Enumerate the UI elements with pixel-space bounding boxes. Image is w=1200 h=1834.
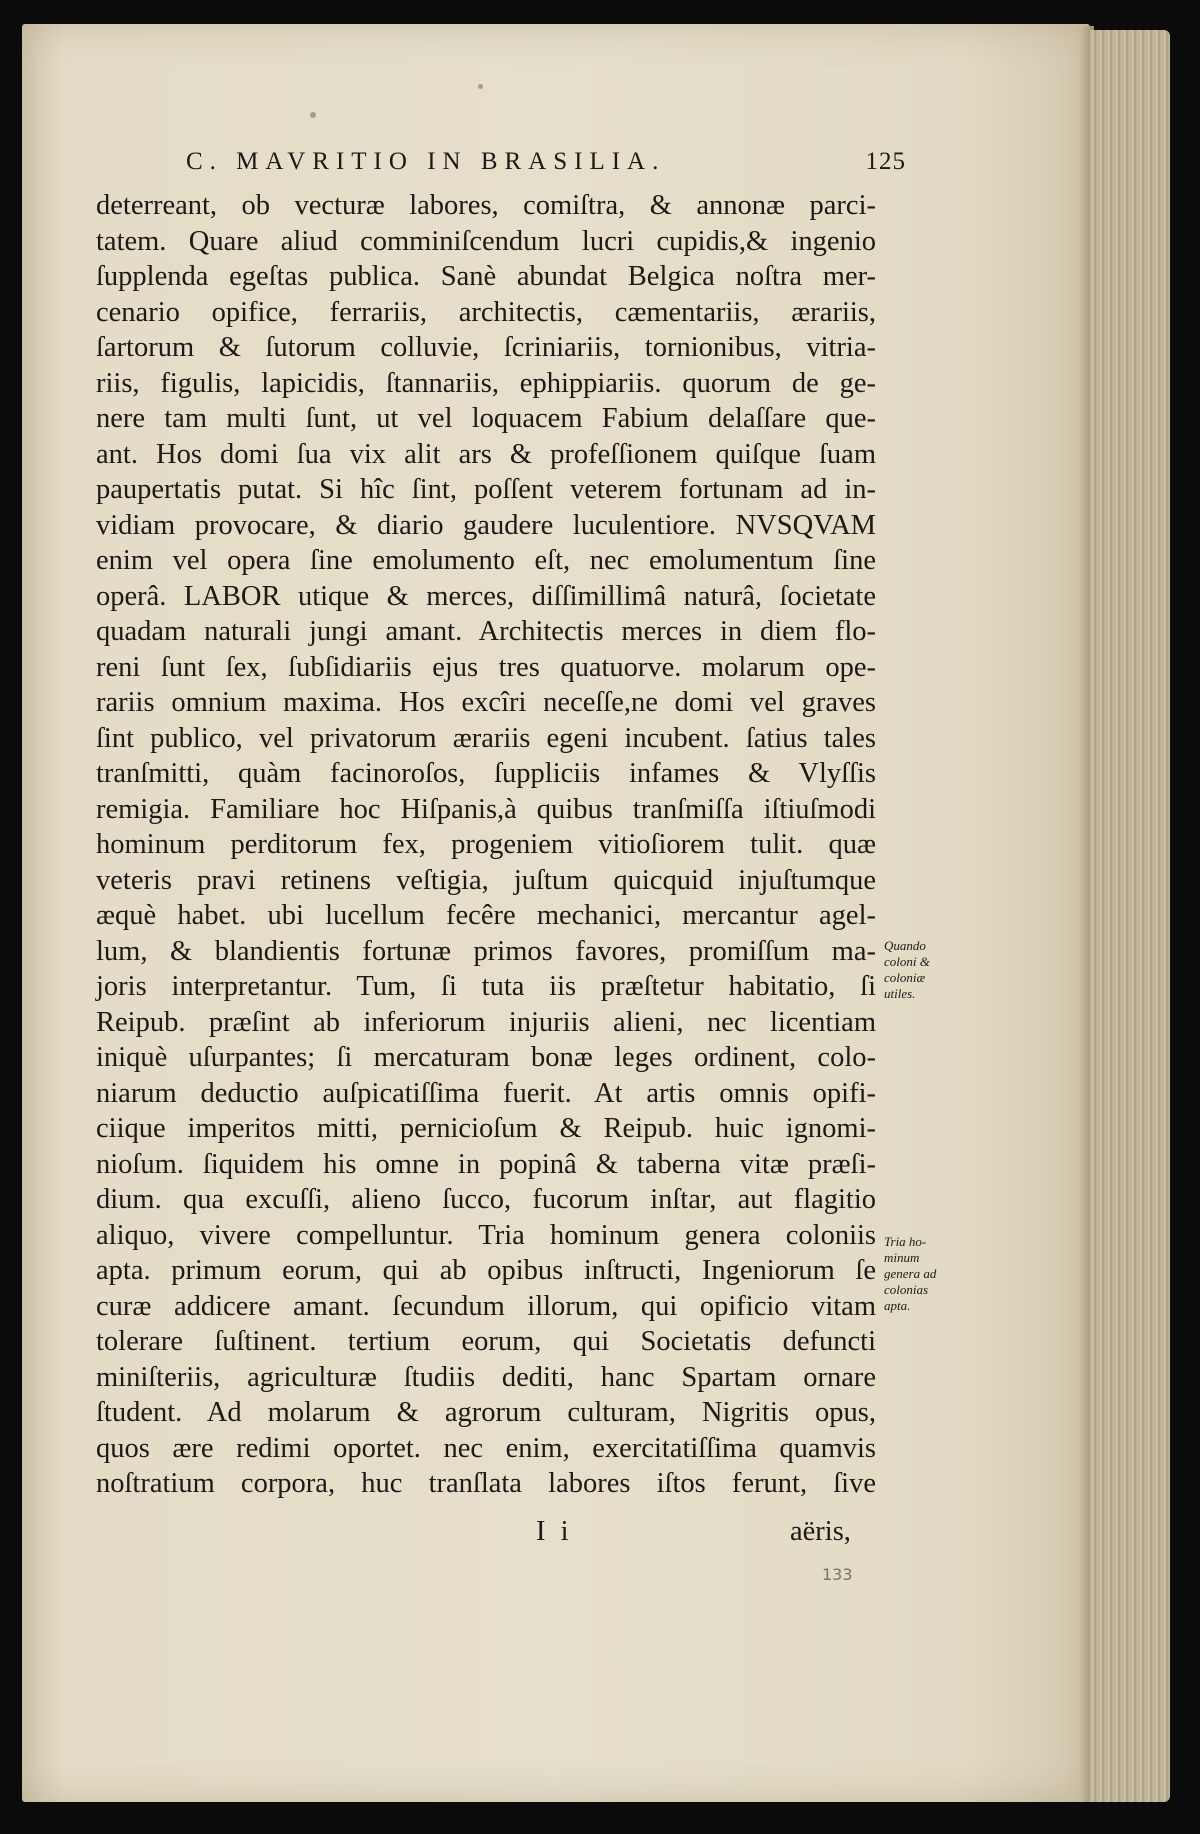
text-line: enim vel opera ſine emolumento eſt, nec emolumentum ſine: [96, 545, 876, 576]
text-line: veteris pravi retinens veſtigia, juſtum quicquid injuſtumque: [96, 864, 876, 896]
margin-note-line: coloniæ: [884, 970, 926, 985]
text-line: ſtudent. Ad molarum & agrorum culturam, Nigritis opus,: [96, 1397, 876, 1428]
text-line: operâ. LABOR utique & merces, diſſimillimâ naturâ, ſocietate: [96, 580, 876, 612]
text-line: tolerare ſuſtinent. tertium eorum, qui Societatis defuncti: [96, 1326, 876, 1357]
text-line: deterreant, ob vecturæ labores, comiſtra, & annonæ parci-: [96, 190, 876, 221]
margin-note-line: Tria ho-: [884, 1234, 927, 1249]
text-line: noſtratium corpora, huc tranſlata labores iſtos ferunt, ſive: [96, 1468, 876, 1499]
body-text: [96, 188, 876, 1502]
text-line: ſint publico, vel privatorum ærariis egeni incubent. ſatius tales: [96, 722, 876, 754]
text-line: ſupplenda egeſtas publica. Sanè abundat Belgica noſtra mer-: [96, 261, 876, 292]
text-line: dium. qua excuſſi, alieno ſucco, fucorum inſtar, aut flagitio: [96, 1184, 876, 1215]
text-line: lum, & blandientis fortunæ primos favores, promiſſum ma-: [96, 935, 876, 967]
text-line: niarum deductio auſpicatiſſima fuerit. At artis omnis opifi-: [96, 1077, 876, 1109]
text-line: cenario opifice, ferrariis, architectis, cæmentariis, ærariis,: [96, 296, 876, 328]
paper-speck: [478, 84, 483, 89]
margin-note-line: colonias: [884, 1282, 929, 1297]
margin-note-line: genera ad: [884, 1266, 937, 1281]
text-line: reni ſunt ſex, ſubſidiariis ejus tres quatuorve. molarum ope-: [96, 651, 876, 683]
text-line: hominum perditorum fex, progeniem vitioſiorem tulit. quæ: [96, 829, 876, 860]
text-line: Reipub. præſint ab inferiorum injuriis alieni, nec licentiam: [96, 1006, 876, 1038]
text-line: æquè habet. ubi lucellum fecêre mechanici, mercantur agel-: [96, 900, 876, 931]
signature-mark: I i: [536, 1516, 573, 1547]
pencil-folio-note: 133: [822, 1565, 853, 1584]
text-line: rariis omnium maxima. Hos excîri neceſſe,ne domi vel graves: [96, 687, 876, 718]
text-line: tranſmitti, quàm facinoroſos, ſuppliciis infames & Vlyſſis: [96, 758, 876, 789]
text-line: quadam naturali jungi amant. Architectis merces in diem flo-: [96, 616, 876, 647]
text-line: ſartorum & ſutorum colluvie, ſcriniariis, tornionibus, vitria-: [96, 332, 876, 363]
text-line: miniſteriis, agriculturæ ſtudiis dediti, hanc Spartam ornare: [96, 1361, 876, 1393]
text-line: vidiam provocare, & diario gaudere luculentiore. NVSQVAM: [96, 509, 876, 541]
text-line: iniquè uſurpantes; ſi mercaturam bonæ leges ordinent, colo-: [96, 1042, 876, 1073]
margin-note-coloni: [884, 938, 954, 1002]
margin-note-line: Quando: [884, 938, 926, 953]
margin-note-line: utiles.: [884, 986, 916, 1001]
text-line: ant. Hos domi ſua vix alit ars & profeſſionem quiſque ſuam: [96, 438, 876, 470]
page-stack-edges: [1090, 30, 1170, 1802]
text-line: curæ addicere amant. ſecundum illorum, qui opificio vitam: [96, 1290, 876, 1322]
margin-note-line: minum: [884, 1250, 920, 1265]
margin-note-line: coloni &: [884, 954, 930, 969]
text-line: paupertatis putat. Si hîc ſint, poſſent veterem fortunam ad in-: [96, 474, 876, 505]
margin-note-tria-genera: [884, 1234, 954, 1314]
text-line: tatem. Quare aliud comminiſcendum lucri cupidis,& ingenio: [96, 225, 876, 257]
catchword: aëris,: [790, 1516, 851, 1547]
running-title: C. MAVRITIO IN BRASILIA.: [186, 148, 666, 175]
page-number: 125: [865, 148, 906, 175]
text-line: remigia. Familiare hoc Hiſpanis,à quibus tranſmiſſa iſtiuſmodi: [96, 793, 876, 825]
margin-note-line: apta.: [884, 1298, 911, 1313]
text-line: nioſum. ſiquidem his omne in popinâ & taberna vitæ præſi-: [96, 1148, 876, 1180]
paper-speck: [310, 112, 316, 118]
text-line: aliquo, vivere compelluntur. Tria hominum genera coloniis: [96, 1219, 876, 1251]
text-line: nere tam multi ſunt, ut vel loquacem Fabium delaſſare que-: [96, 403, 876, 434]
text-line: quos ære redimi oportet. nec enim, exercitatiſſima quamvis: [96, 1432, 876, 1464]
text-line: joris interpretantur. Tum, ſi tuta iis præſtetur habitatio, ſi: [96, 971, 876, 1002]
page-header: [186, 148, 906, 188]
text-line: ciique imperitos mitti, pernicioſum & Reipub. huic ignomi-: [96, 1113, 876, 1144]
text-line: apta. primum eorum, qui ab opibus inſtructi, Ingeniorum ſe: [96, 1255, 876, 1286]
text-line: riis, figulis, lapicidis, ſtannariis, ephippiariis. quorum de ge-: [96, 367, 876, 399]
